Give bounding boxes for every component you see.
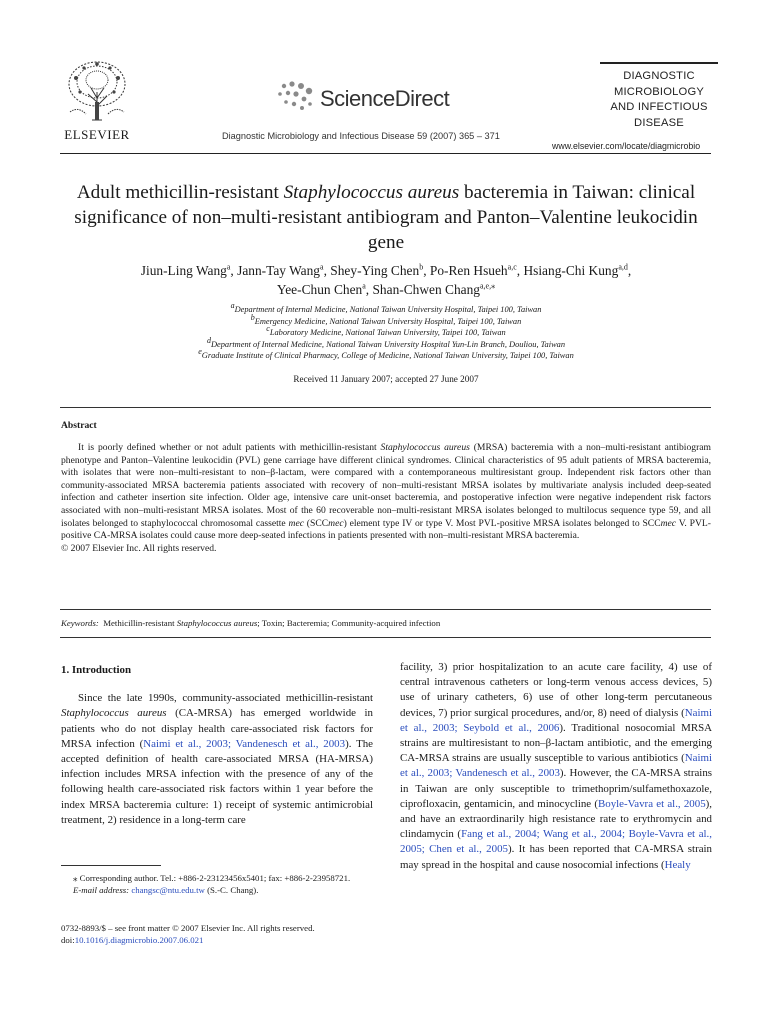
journal-brand	[600, 62, 718, 131]
citation-link[interactable]: Naimi et al., 2003; Vandenesch et al., 2003	[143, 737, 346, 750]
journal-url[interactable]: www.elsevier.com/locate/diagmicrobio	[552, 141, 701, 151]
abstract-copyright: © 2007 Elsevier Inc. All rights reserved.	[61, 542, 217, 554]
author: Shan-Chwen Chang$^{a,e,⁎}$	[372, 281, 496, 297]
footnote-contact: ⁎ Corresponding author. Tel.: +886-2-23123456x5401; fax: +886-2-23958721.	[73, 873, 351, 883]
publisher-name: ELSEVIER	[64, 127, 130, 142]
footnote-email: E-mail address: changsc@ntu.edu.tw (S.-C. Chang).	[73, 885, 259, 896]
citation-link[interactable]: Healy	[664, 858, 691, 871]
intro-paragraph: Since the late 1990s, community-associated methicillin-resistant Staphylococcus aureus (CA-MRSA) has emerged worldwide in patients who do not display health care-associated risk factors for MRSA infection (Naimi et al., 2003; Vandenesch et al., 2003). The accepted definition of health care-associated MRSA (HA-MRSA) infection includes MRSA infection with the presence of any of the following health care-associated risk factors within 1 year before the index MRSA bacteremia culture: 1) receipt of systemic antimicrobial treatment, 2) residence in a long-term care	[61, 692, 373, 826]
author: Po-Ren Hsueh$^{a,c}$,	[429, 262, 524, 278]
citation-link[interactable]: Fang et al., 2004; Wang et al., 2004; Boyle-Vavra et al., 2005; Chen et al., 2005	[400, 828, 712, 856]
left-column	[61, 663, 373, 828]
citation-link[interactable]: Naimi et al., 2003; Vandenesch et al., 2003	[400, 752, 712, 780]
author-list	[56, 261, 716, 299]
footnote-divider	[61, 865, 161, 866]
affiliation: $^a$Department of Internal Medicine, National Taiwan University Hospital, Taipei 100, Taiwan	[230, 301, 542, 314]
affiliation: $^c$Laboratory Medicine, National Taiwan University, Taipei 100, Taiwan	[266, 324, 506, 338]
email-link[interactable]: changsc@ntu.edu.tw	[131, 885, 205, 896]
keywords-line: Keywords: Methicillin-resistant Staphylococcus aureus; Toxin; Bacteremia; Community-acquired infection	[61, 618, 441, 628]
article-title: Adult methicillin-resistant Staphylococcus aureus bacteremia in Taiwan: clinical significance of non–multi-resistant antibiogram and Panton–Valentine leukocidin gene	[74, 182, 698, 253]
author: Jiun-Ling Wang$^a$,	[140, 262, 238, 278]
abstract-body	[61, 442, 711, 555]
citation-link[interactable]: Boyle-Vavra et al., 2005	[597, 797, 706, 810]
journal-brand-line: DISEASE	[634, 116, 684, 129]
affiliation: $^e$Graduate Institute of Clinical Pharmacy, College of Medicine, National Taiwan University, Taipei 100, Taiwan	[198, 347, 574, 361]
intro-paragraph-continued: facility, 3) prior hospitalization to an acute care facility, 4) use of central intravenous catheters or long-term venous access devices, 5) use of urinary catheters, 6) use of other long-term percutaneous devices, 7) prior surgical procedures, and/or, 8) need of dialysis (Naimi et al., 2003; Seybold et al., 2006). Traditional nosocomial MRSA strains are multiresistant to non–β-lactam antibiotic, and the emerging CA-MRSA strains are usually susceptible to various antibiotics (Naimi et al., 2003; Vandenesch et al., 2003). However, the CA-MRSA strains in Taiwan are only susceptible to trimethoprim/sulfamethoxazole, ciprofloxacin, gentamicin, and minocycline (Boyle-Vavra et al., 2005), and have an extraordinarily high resistance rate to erythromycin and clindamycin (Fang et al., 2004; Wang et al., 2004; Boyle-Vavra et al., 2005; Chen et al., 2005). It has been reported that CA-MRSA strain may spread in the hospital and cause nosocomial infections (Healy	[400, 661, 713, 871]
author: Yee-Chun Chen$^a$,	[276, 281, 373, 297]
abstract-top-divider	[60, 407, 711, 408]
journal-brand-line: MICROBIOLOGY	[613, 85, 705, 98]
journal-brand-line: DIAGNOSTIC	[623, 70, 695, 82]
author: Hsiang-Chi Kung$^{a,d}$,	[523, 262, 632, 278]
journal-brand-line: AND INFECTIOUS	[610, 101, 708, 113]
corresponding-author-footnote	[61, 872, 373, 896]
abstract-paragraph: It is poorly defined whether or not adult patients with methicillin-resistant Staphylococcus aureus (MRSA) bacteremia with a non–multi-resistant antibiogram phenotype and Panton–Valentine leukocidin (PVL) gene carriage have different clinical syndromes. Clinical characteristics of 95 adult patients of MRSA bacteremia, with isolates that were non–multi-resistant to non–β-lactam, were compared with a contemporaneous multiresistant group. Independent risk factors other than community-associated MRSA bacteremia patients associated with recovery of non–multi-resistant MRSA isolates by multivariate analysis included deep-seated infection and catheter insertion site infection. Older age, intensive care unit-onset bacteremia, and postoperative infection were negative independent risk factors associated with non–multi-resistant MRSA isolates. Most of the 60 recoverable non–multi-resistant MRSA isolates belonged to multilocus sequence type 59, and all isolates belonged to staphylococcal chromosomal cassette mec (SCCmec) element type IV or type V. Most PVL-positive MRSA isolates belonged to SCCmec V. PVL-positive CA-MRSA isolates could cause more deep-seated infections in patients presented with non–multi-resistant MRSA bacteremia.	[61, 442, 711, 542]
received-dates: Received 11 January 2007; accepted 27 June 2007	[293, 374, 479, 384]
affiliation: $^b$Emergency Medicine, National Taiwan University Hospital, Taipei 100, Taiwan	[250, 312, 522, 326]
author: Jann-Tay Wang$^a$,	[237, 262, 331, 278]
affiliation-list	[56, 301, 716, 362]
sciencedirect-dots-icon	[274, 80, 318, 116]
doi-line: doi:10.1016/j.diagmicrobio.2007.06.021	[61, 935, 204, 946]
citation-link[interactable]: Naimi et al., 2003; Seybold et al., 2006	[400, 706, 712, 734]
sciencedirect-wordmark: ScienceDirect	[320, 86, 450, 111]
header-divider	[60, 153, 711, 154]
journal-citation: Diagnostic Microbiology and Infectious Disease 59 (2007) 365 – 371	[222, 131, 500, 141]
doi-link[interactable]: 10.1016/j.diagmicrobio.2007.06.021	[74, 935, 204, 946]
elsevier-tree-icon	[64, 58, 130, 126]
sciencedirect-logo[interactable]	[274, 80, 464, 116]
affiliation: $^d$Department of Internal Medicine, National Taiwan University Hospital Yun-Lin Branch, Douliou, Taiwan	[206, 335, 566, 349]
issn-line: 0732-8893/$ – see front matter © 2007 Elsevier Inc. All rights reserved.	[61, 923, 315, 933]
elsevier-logo	[60, 58, 134, 143]
keywords-bottom-divider	[60, 637, 711, 638]
keywords-top-divider	[60, 609, 711, 610]
right-column	[400, 660, 712, 873]
author: Shey-Ying Chen$^b$,	[330, 262, 430, 278]
front-matter	[61, 922, 391, 947]
section-heading-introduction: 1. Introduction	[61, 664, 131, 676]
abstract-heading: Abstract	[61, 420, 97, 431]
